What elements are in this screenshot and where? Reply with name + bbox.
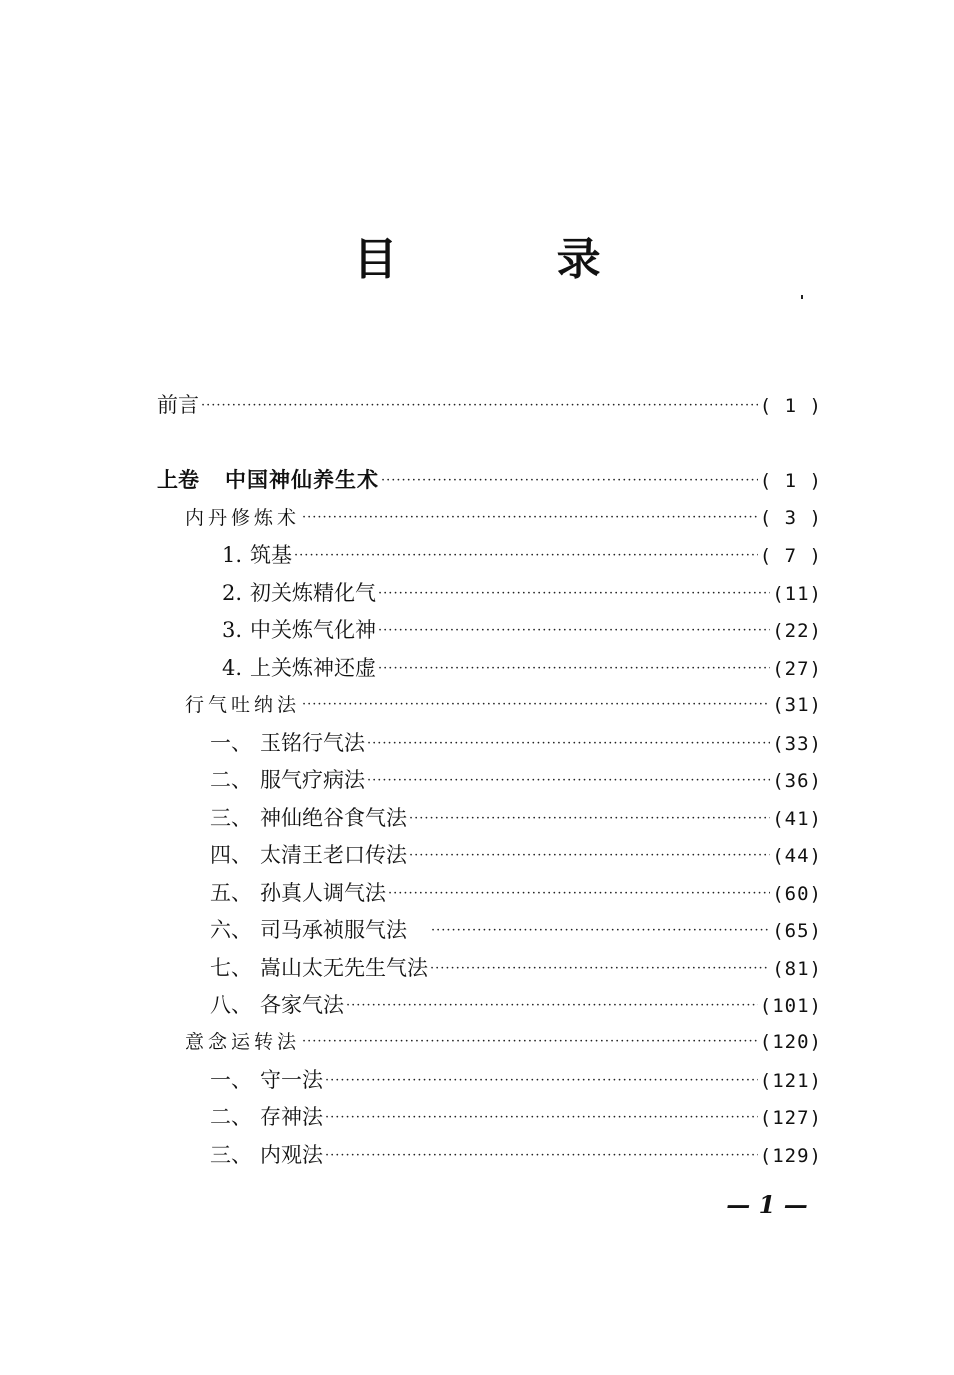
leader-dots bbox=[325, 1103, 758, 1133]
toc-entry-section[interactable] bbox=[185, 503, 822, 533]
toc-label: 上关炼神还虚 bbox=[250, 656, 377, 680]
toc-page-ref: (11) bbox=[772, 583, 822, 605]
toc-page-ref: ( 3 ) bbox=[759, 507, 822, 529]
toc-label: 存神法 bbox=[260, 1105, 323, 1129]
stray-mark bbox=[801, 295, 803, 299]
toc-entry-item[interactable] bbox=[210, 765, 822, 795]
toc-label: 内观法 bbox=[260, 1143, 323, 1167]
item-number: 一、 bbox=[210, 1068, 252, 1092]
item-number: 1. bbox=[222, 543, 243, 567]
leader-dots bbox=[294, 541, 758, 571]
toc-label: 司马承祯服气法 bbox=[260, 918, 407, 942]
toc-entry-section[interactable] bbox=[185, 1027, 822, 1057]
toc-entry-item[interactable] bbox=[210, 990, 822, 1020]
toc-entry-item[interactable] bbox=[210, 953, 822, 983]
toc-label: 神仙绝谷食气法 bbox=[260, 806, 407, 830]
item-number: 三、 bbox=[210, 1143, 252, 1167]
item-number: 六、 bbox=[210, 918, 252, 942]
leader-dots bbox=[367, 766, 770, 796]
toc-page-ref: (81) bbox=[772, 958, 822, 980]
toc-page-ref: (101) bbox=[759, 995, 822, 1017]
toc-page-ref: (129) bbox=[759, 1145, 822, 1167]
toc-entry-item[interactable] bbox=[222, 653, 822, 683]
toc-entry-section[interactable] bbox=[185, 690, 822, 720]
toc-label: 内丹修炼术 bbox=[185, 507, 301, 529]
toc-label: 太清王老口传法 bbox=[260, 843, 407, 867]
item-number: 五、 bbox=[210, 881, 252, 905]
item-number: 二、 bbox=[210, 1105, 252, 1129]
toc-page-ref: ( 7 ) bbox=[759, 545, 822, 567]
toc-label: 玉铭行气法 bbox=[260, 731, 365, 755]
toc-page-ref: (27) bbox=[772, 658, 822, 680]
leader-dots bbox=[325, 1066, 758, 1096]
item-number: 一、 bbox=[210, 731, 252, 755]
toc-label: 行气吐纳法 bbox=[185, 694, 301, 716]
toc-label: 各家气法 bbox=[260, 993, 344, 1017]
leader-dots bbox=[302, 503, 758, 533]
page-title: 目 录 bbox=[353, 234, 673, 285]
leader-dots bbox=[381, 466, 758, 496]
toc-entry-item[interactable] bbox=[222, 540, 822, 570]
leader-dots bbox=[378, 616, 770, 646]
toc-entry-item[interactable] bbox=[210, 840, 822, 870]
item-number: 三、 bbox=[210, 806, 252, 830]
leader-dots bbox=[325, 1141, 758, 1171]
toc-label: 意念运转法 bbox=[185, 1031, 301, 1053]
leader-dots bbox=[378, 654, 770, 684]
toc-page-ref: (127) bbox=[759, 1107, 822, 1129]
leader-dots bbox=[302, 1027, 758, 1057]
item-number: 2. bbox=[222, 581, 243, 605]
part-number: 上卷 bbox=[157, 468, 199, 492]
item-number: 四、 bbox=[210, 843, 252, 867]
toc-page-ref: (33) bbox=[772, 733, 822, 755]
toc-label: 初关炼精化气 bbox=[250, 581, 377, 605]
toc-page-ref: (31) bbox=[772, 694, 822, 716]
leader-dots bbox=[201, 391, 758, 421]
toc-label: 中关炼气化神 bbox=[250, 618, 377, 642]
leader-dots bbox=[430, 954, 770, 984]
toc-page-ref: (121) bbox=[759, 1070, 822, 1092]
toc-page-ref: ( 1 ) bbox=[759, 395, 822, 417]
leader-dots bbox=[378, 579, 770, 609]
toc-label: 前言 bbox=[157, 393, 199, 417]
toc-page-ref: (65) bbox=[772, 920, 822, 942]
toc-entry-item[interactable] bbox=[222, 615, 822, 645]
toc-label: 守一法 bbox=[260, 1068, 323, 1092]
toc-label: 孙真人调气法 bbox=[260, 881, 386, 905]
toc-entry-item[interactable] bbox=[210, 915, 822, 945]
toc-label: 嵩山太无先生气法 bbox=[260, 956, 428, 980]
toc-page-ref: (36) bbox=[772, 770, 822, 792]
leader-dots bbox=[409, 841, 770, 871]
item-number: 4. bbox=[222, 656, 243, 680]
toc-entry-item[interactable] bbox=[210, 728, 822, 758]
toc-page-ref: (41) bbox=[772, 808, 822, 830]
leader-dots bbox=[388, 879, 770, 909]
leader-dots bbox=[346, 991, 758, 1021]
leader-dots bbox=[409, 804, 770, 834]
toc-entry-item[interactable] bbox=[210, 1140, 822, 1170]
item-number: 3. bbox=[222, 618, 243, 642]
toc-page-ref: (60) bbox=[772, 883, 822, 905]
leader-dots bbox=[431, 916, 770, 946]
item-number: 八、 bbox=[210, 993, 252, 1017]
item-number: 七、 bbox=[210, 956, 252, 980]
leader-dots bbox=[367, 729, 770, 759]
toc-page-ref: (44) bbox=[772, 845, 822, 867]
leader-dots bbox=[302, 690, 770, 720]
toc-entry-part[interactable] bbox=[157, 465, 822, 495]
toc-entry-preface[interactable] bbox=[157, 390, 822, 420]
item-number: 二、 bbox=[210, 768, 252, 792]
toc-page-ref: (22) bbox=[772, 620, 822, 642]
toc-entry-item[interactable] bbox=[210, 878, 822, 908]
toc-label: 筑基 bbox=[250, 543, 293, 567]
toc-label: 中国神仙养生术 bbox=[225, 468, 379, 492]
toc-entry-item[interactable] bbox=[210, 1102, 822, 1132]
toc-entry-item[interactable] bbox=[210, 1065, 822, 1095]
toc-page-ref: ( 1 ) bbox=[759, 470, 822, 492]
toc-label: 服气疗病法 bbox=[260, 768, 365, 792]
page-number: — 1 — bbox=[726, 1190, 808, 1219]
toc-page-ref: (120) bbox=[759, 1031, 822, 1053]
toc-entry-item[interactable] bbox=[210, 803, 822, 833]
toc-entry-item[interactable] bbox=[222, 578, 822, 608]
